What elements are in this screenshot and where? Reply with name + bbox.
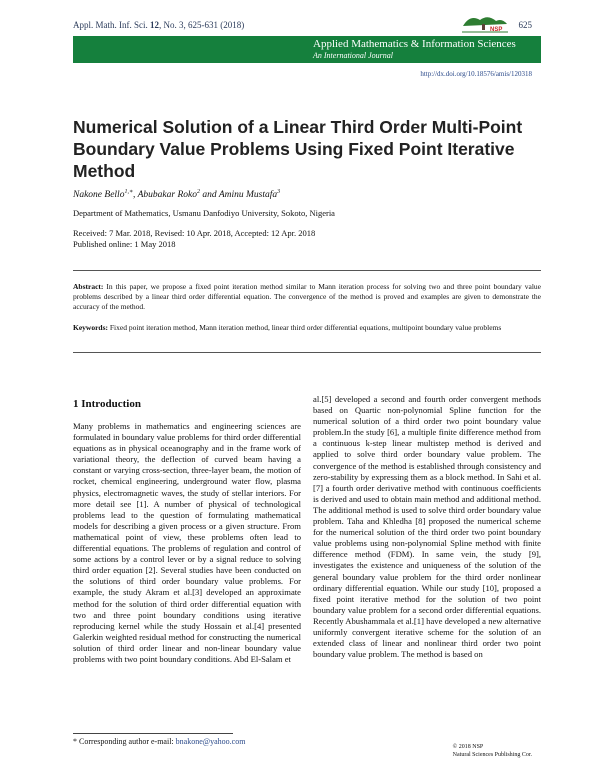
- author-separator: and: [200, 190, 219, 201]
- author-name: Aminu Mustafa: [218, 190, 278, 201]
- footnote-rule: [73, 733, 233, 734]
- journal-volume: 12: [150, 20, 159, 30]
- keywords-text: Fixed point iteration method, Mann iteration method, linear third order differential equations, multipoint boundary value problems: [108, 323, 502, 332]
- abstract: [73, 282, 541, 312]
- published-date: Published online: 1 May 2018: [73, 239, 176, 249]
- author-affiliation-mark: 2: [197, 189, 200, 195]
- body-column-right: al.[5] developed a second and fourth order convergent methods based on Quartic non-polynomial Spline function for the numerical solution of a third order two point boundary value problem.In the study [6], a multiple finite difference method from a continuous k-step linear multistep method is derived and applied to solve third order boundary value problem. The convergence of the method is established through consistency and zero-stability by expressing them as a block method. In Sahi et al.[7] a fourth order derivative method with continuous coefficients is derived and used to obtain main method and additional method. The additional method is used to solve third order boundary value problem. Taha and Khledha [8] proposed the numerical scheme for the numerical solution of the third order two point boundary value problems using non-polynomial Spline method with finite difference method (FDM). In same vein, the study [9], investigates the existence and uniqueness of the solution of the general boundary value problem for the third order nonlinear ordinary differential equation. While our study [10], proposed a fixed point iterative method for the solution of two point boundary value problem for a second order differential equations. Recently Abushammala et al.[1] have developed a new alternative uniformly convergent iterative scheme for the solution of an extended class of linear and nonlinear third order two point boundary value problem. The method is based on: [313, 394, 541, 660]
- journal-banner: [73, 36, 541, 63]
- author-email-link[interactable]: bnakone@yahoo.com: [175, 737, 246, 746]
- copyright: [453, 743, 532, 759]
- paper-title: Numerical Solution of a Linear Third Order Multi-Point Boundary Value Problems Using Fixed Point Iterative Method: [73, 117, 523, 181]
- author-affiliation-mark: 1,∗: [124, 189, 134, 195]
- author-separator: ,: [133, 190, 138, 201]
- author-list: [73, 188, 280, 200]
- keywords: [73, 323, 541, 333]
- doi-link[interactable]: http://dx.doi.org/10.18576/amis/120318: [420, 70, 532, 78]
- svg-text:NSP: NSP: [490, 27, 503, 33]
- publisher-name: Natural Sciences Publishing Cor.: [452, 752, 532, 758]
- publication-dates: [73, 228, 315, 250]
- journal-subtitle: An International Journal: [313, 51, 393, 60]
- journal-title: Applied Mathematics & Information Sciences: [313, 38, 516, 50]
- abstract-text: In this paper, we propose a fixed point iteration method similar to Mann iteration process for solving two and three point boundary value problems described by a linear third order differential equation. The convergence of the method is proved and examples are given to demonstrate the accuracy of the method.: [73, 282, 541, 311]
- author-affiliation-mark: 3: [277, 189, 281, 195]
- abstract-label: Abstract:: [73, 282, 104, 291]
- author-name: Nakone Bello: [73, 190, 125, 201]
- keywords-label: Keywords:: [73, 323, 108, 332]
- journal-reference: [73, 20, 244, 30]
- page-number: 625: [518, 20, 532, 30]
- journal-issue-pages: , No. 3, 625-631 (2018): [159, 20, 245, 30]
- section-heading: 1 Introduction: [73, 398, 141, 410]
- author-name: Abubakar Roko: [137, 190, 197, 201]
- corresponding-author: [73, 737, 245, 746]
- affiliation: Department of Mathematics, Usmanu Danfodiyo University, Sokoto, Nigeria: [73, 208, 335, 218]
- nsp-tree-logo-icon: [460, 12, 510, 34]
- copyright-line: © 2018 NSP: [452, 744, 484, 750]
- received-dates: Received: 7 Mar. 2018, Revised: 10 Apr. 2018, Accepted: 12 Apr. 2018: [73, 228, 316, 238]
- body-column-left: Many problems in mathematics and engineering sciences are formulated in boundary value problems for third order differential equations as in physical oceanography and in the frame work of variational theory, the deflection of curved beam having a constant or varying cross-section, three-layer beam, the motion of rocket, chemical engineering, underground water flow, plasma physics, electromagnetic waves, the study of stellar interiors. For more detail see [1]. A number of physical of technological problems lead to the question of formulating mathematical models for describing a given process or a given structure. From mathematical point of view, these problems often lead to differential equations. The problems of regulation and control of some actions by a control lever or by a signal reduce to solving third order equation [2]. Several studies have been conducted on the solutions of third order boundary value problems. For example, the study Akram et al.[3] developed an approximate method for the solution of third order differential equation with two and three point boundary conditions using iterative reproducing kernel while the study Hossain et al.[4] presented Galerkin weighted residual method for constructing the numerical solution of third order linear and non-linear boundary value problems with two point boundary conditions. Abd El-Salam et: [73, 421, 301, 664]
- corresponding-label: * Corresponding author e-mail:: [73, 737, 176, 746]
- divider: [73, 270, 541, 271]
- divider: [73, 352, 541, 353]
- journal-abbrev: Appl. Math. Inf. Sci.: [73, 20, 148, 30]
